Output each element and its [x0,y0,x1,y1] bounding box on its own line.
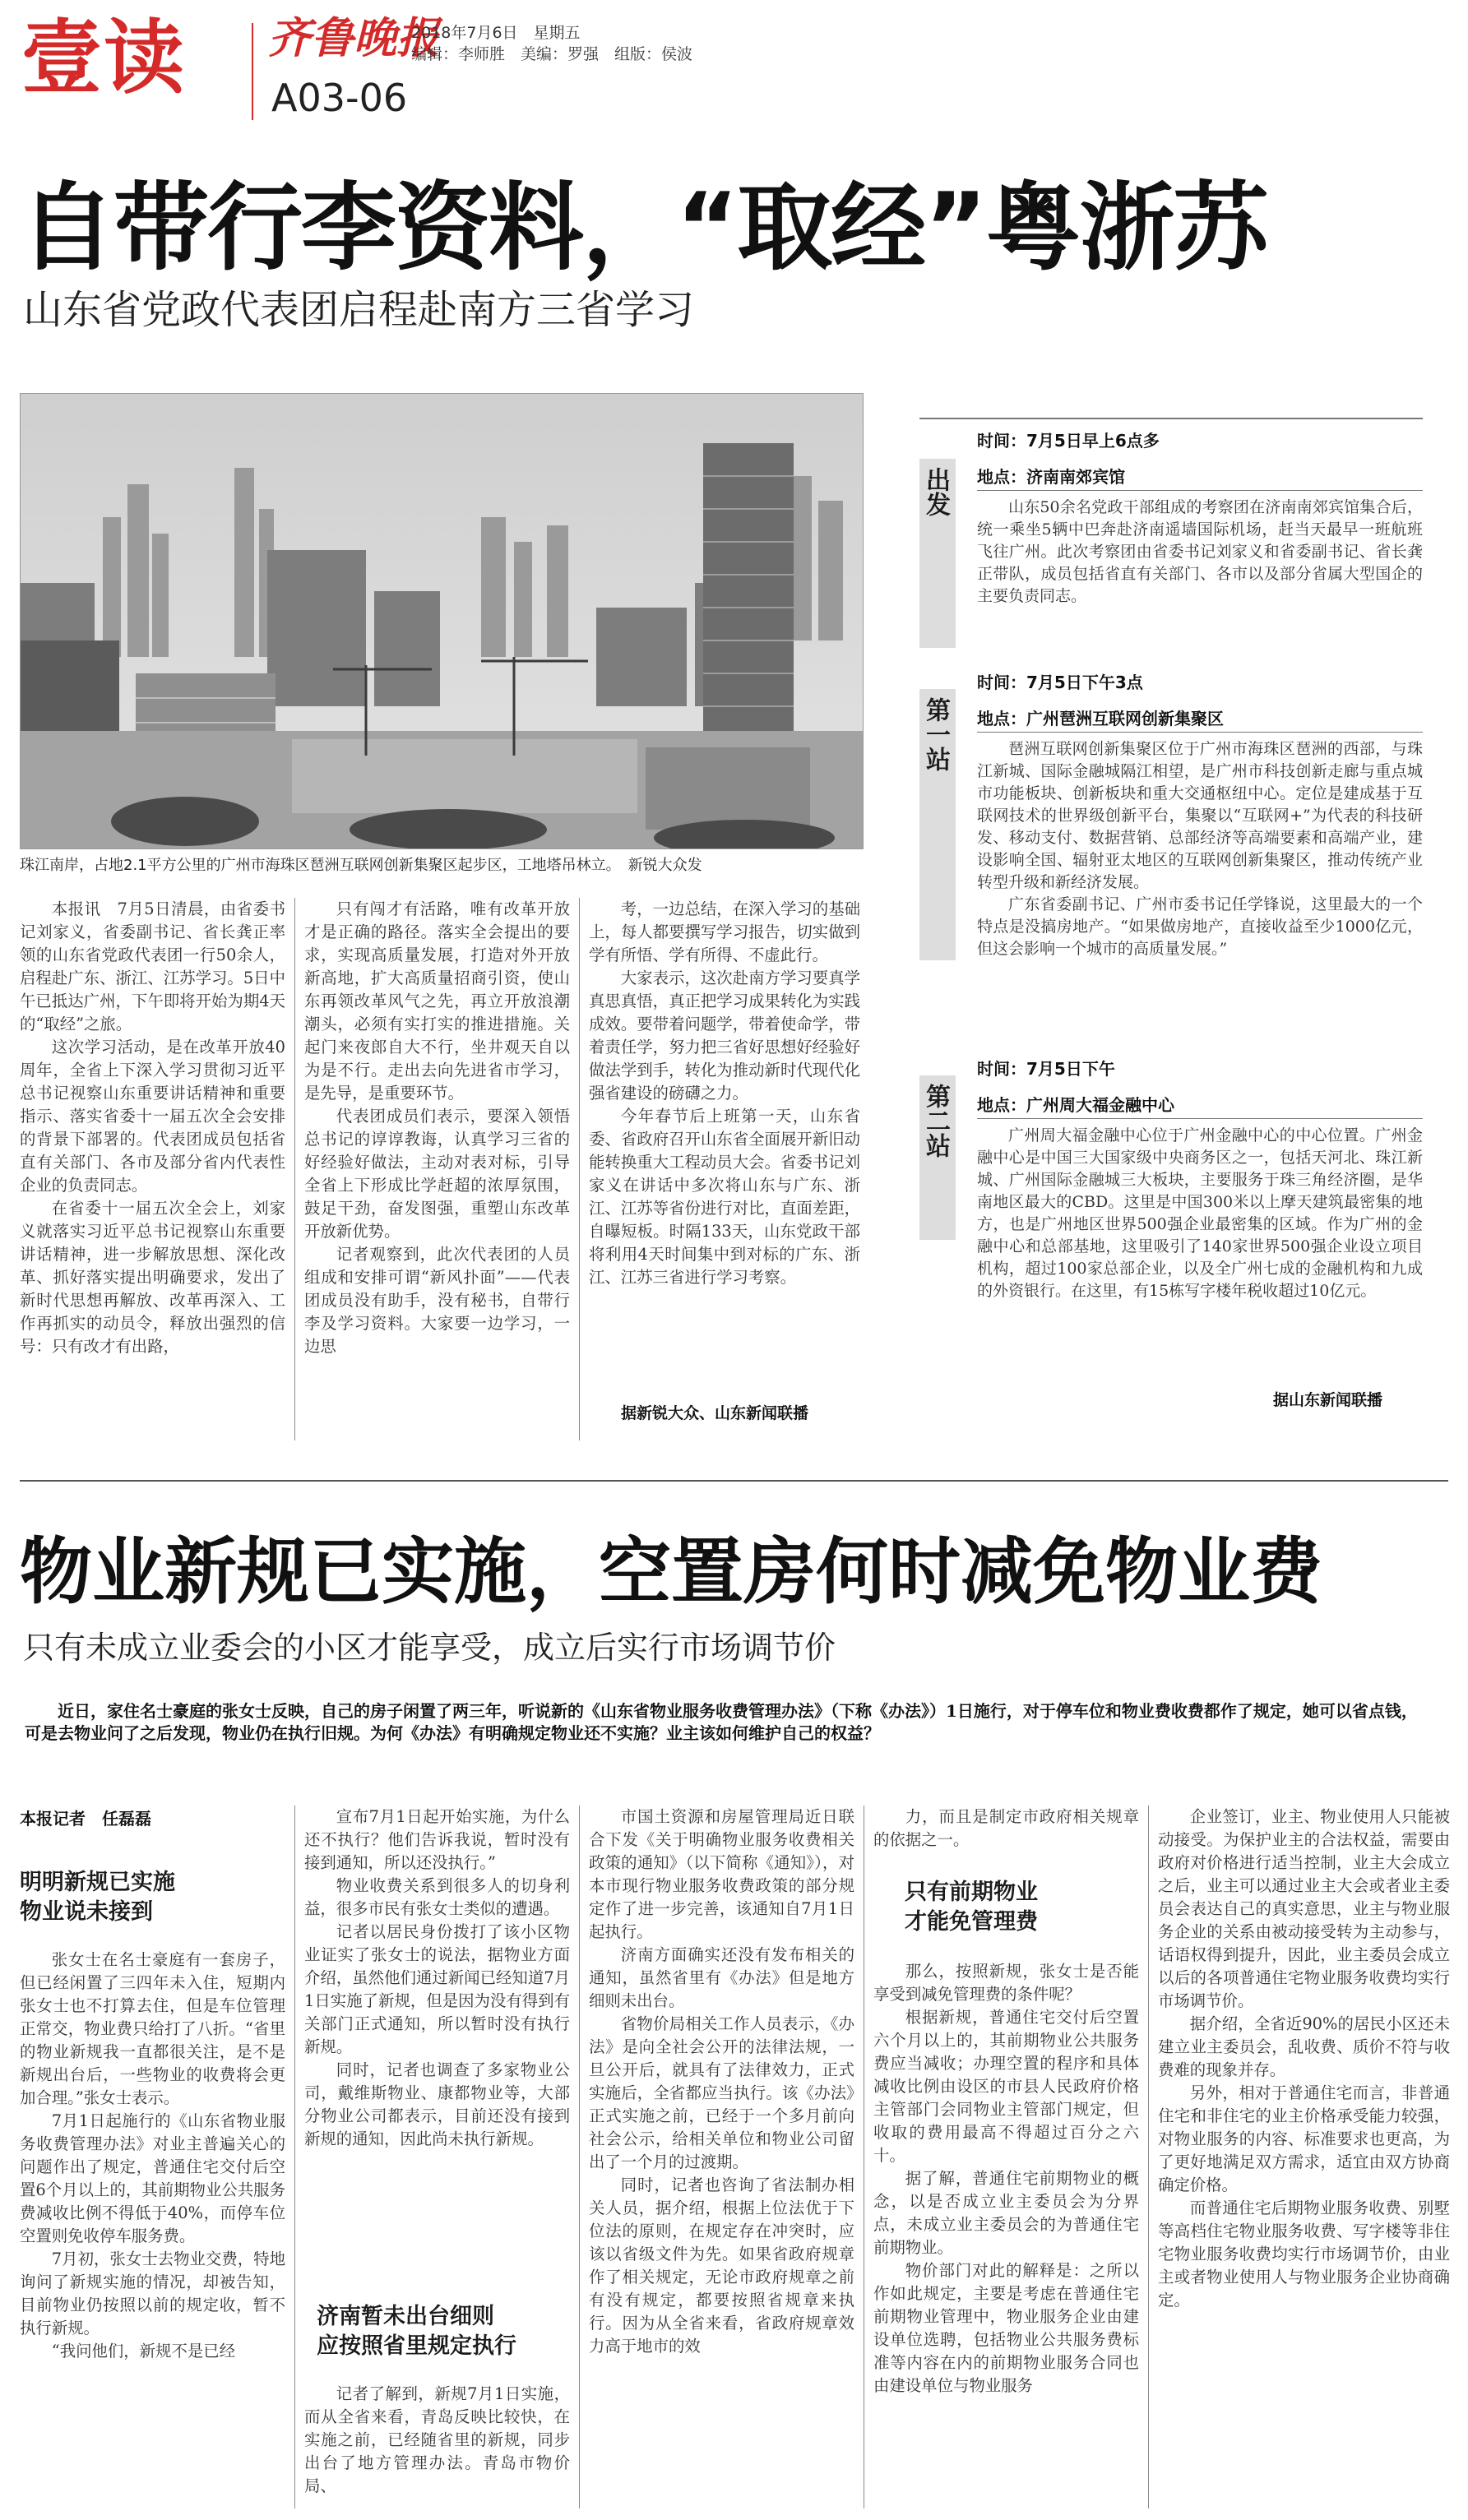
stop-label-second: 第二站 [919,1075,956,1240]
article1-paragraph: 今年春节后上班第一天，山东省委、省政府召开山东省全面展开新旧动能转换重大工程动员大会。省委书记刘家义在讲话中多次将山东与广东、浙江、江苏等省份进行对比，直面差距，自曝短板。时隔133天，山东党政干部将利用4天时间集中到对标的广东、浙江、江苏三省进行学习考察。 [589,1107,860,1287]
article2-byline: 本报记者 任磊磊 [20,1809,151,1829]
article2-column-5 [1158,1806,1450,2508]
article2-paragraph: 济南方面确实还没有发布相关的通知，虽然省里有《办法》但是地方细则未出台。 [589,1945,854,2010]
article1-source: 据新锐大众、山东新闻联播 [621,1404,809,1422]
article2-paragraph: “我问他们，新规不是已经 [51,2342,236,2360]
article2-column-4 [873,1806,1139,1855]
stop-paragraph: 广东省委副书记、广州市委书记任学锋说，这里最大的一个特点是没搞房地产。“如果做房地产，直接收益至少1000亿元，但这会影响一个城市的高质量发展。” [977,895,1423,958]
article1-paragraph: 大家表示，这次赴南方学习要真学真思真悟，真正把学习成果转化为实践成效。要带着问题学，带着使命学，带着责任学，努力把三省好思想好经验好做法学到手，转化为推动新时代现代化强省建设的磅礴之力。 [589,969,860,1103]
article1-paragraph: 本报讯 7月5日清晨，由省委书记刘家义，省委副书记、省长龚正率领的山东省党政代表团一行50余人，启程赴广东、浙江、江苏学习。5日中午已抵达广州，下午即将开始为期4天的“取经”之旅。 [20,899,285,1033]
page-number: A03-06 [271,76,408,120]
article2-column-4-continued [873,1960,1139,2509]
article2-paragraph: 宣布7月1日起开始实施，为什么还不执行？他们告诉我说，暂时没有接到通知，所以还没执行。” [304,1807,570,1872]
article2-paragraph: 企业签订，业主、物业使用人只能被动接受。为保护业主的合法权益，需要由政府对价格进行适当控制，业主大会成立之后，业主可以通过业主大会或者业主委员会表达自己的真实意思，业主与物业服务企业的关系由被动接受转为主动参与，话语权得到提升，因此，业主委员会成立以后的各项普通住宅物业服务收费均实行市场调节价。 [1158,1807,1450,2010]
stop-time: 时间：7月5日早上6点多 [977,431,1160,451]
article2-paragraph: 据了解，普通住宅前期物业的概念，以是否成立业主委员会为分界点，未成立业主委员会的为普通住宅前期物业。 [873,2169,1139,2257]
article1-headline: 自带行李资料，“取经”粤浙苏 [20,173,1267,284]
issue-date: 2018年7月6日 星期五 [411,24,581,42]
article2-paragraph: 记者了解到，新规7月1日实施，而从全省来看，青岛反映比较快，在实施之前，已经随省里的新规，同步出台了地方管理办法。青岛市物价局、 [304,2384,570,2495]
column-rule [1148,1806,1149,2508]
masthead-divider [252,23,253,120]
article1-paragraph: 代表团成员们表示，要深入领悟总书记的谆谆教诲，认真学习三省的好经验好做法，主动对表对标，引导全省上下形成比学赶超的浓厚氛围，鼓足干劲，奋发图强，重塑山东改革开放新优势。 [304,1107,570,1241]
article2-column-3 [589,1806,854,2508]
article2-paragraph: 据介绍，全省近90%的居民小区还未建立业主委员会，乱收费、质价不符与收费难的现象并存。 [1158,2014,1450,2079]
article1-column-2 [304,898,570,1431]
article1-column-1 [20,898,285,1431]
article2-paragraph: 而普通住宅后期物业服务收费、别墅等高档住宅物业服务收费、写字楼等非住宅物业服务收费均实行市场调节价，由业主或者物业使用人与物业服务企业协商确定。 [1158,2199,1450,2310]
stop-label-first: 第一站 [919,689,956,960]
section-title: 壹读 [21,12,187,105]
stop-time: 时间：7月5日下午3点 [977,673,1143,692]
article2-paragraph: 力，而且是制定市政府相关规章的依据之一。 [873,1807,1139,1849]
article1-subhead: 山东省党政代表团启程赴南方三省学习 [23,287,695,333]
article2-column-2 [304,1806,570,2289]
article2-paragraph: 同时，记者也调查了多家物业公司，戴维斯物业、康都物业等，大部分物业公司都表示，目前还没有接到新规的通知，因此尚未执行新规。 [304,2060,570,2148]
article2-paragraph: 物价部门对此的解释是：之所以作如此规定，主要是考虑在普通住宅前期物业管理中，物业服务企业由建设单位选聘，包括物业公共服务费标准等内容在内的前期物业服务合同也由建设单位与物业服务 [873,2261,1139,2395]
stop-place: 地点：广州琶洲互联网创新集聚区 [977,709,1224,728]
article2-paragraph: 张女士在名士豪庭有一套房子，但已经闲置了三四年未入住，短期内张女士也不打算去住，但是车位管理正常交，物业费只给打了八折。“省里的物业新规我一直都很关注，是不是新规出台后，一些物业的收费将会更加合理。”张女士表示。 [20,1950,285,2107]
stop-time: 时间：7月5日下午 [977,1059,1115,1079]
article1-paragraph: 记者观察到，此次代表团的人员组成和安排可谓“新风扑面”——代表团成员没有助手，没有秘书，自带行李及学习资料。大家要一边学习，一边思 [304,1245,570,1356]
article2-paragraph: 7月1日起施行的《山东省物业服务收费管理办法》对业主普遍关心的问题作出了规定，普通住宅交付后空置6个月以上的，其前期物业公共服务费减收比例不得低于40%，而停车位空置则免收停车服务费。 [20,2111,285,2245]
article2-column-1 [20,1949,285,2508]
article1-paragraph: 只有闯才有活路，唯有改革开放才是正确的路径。落实全会提出的要求，实现高质量发展，打造对外开放新高地，扩大高质量招商引资，使山东再领改革风气之先，再立开放浪潮潮头，必须有实打实的推进措施。关起门来夜郎自大不行，坐井观天自以为是不行。走出去向先进省市学习，是先导，是重要环节。 [304,899,570,1103]
sidebar-source: 据山东新闻联播 [1273,1391,1383,1409]
column-rule [579,898,580,1440]
stop-description [977,1125,1423,1392]
article1-paragraph: 考，一边总结，在深入学习的基础上，每人都要撰写学习报告，切实做到学有所悟、学有所得、不虚此行。 [589,899,860,964]
article1-photo [20,393,864,849]
article2-paragraph: 同时，记者也咨询了省法制办相关人员，据介绍，根据上位法优于下位法的原则，在规定存在冲突时，应该以省级文件为先。如果省政府规章作了相关规定，无论市政府规章之前有没有规定，都要按照省规章来执行。因为从全省来看，省政府规章效力高于地市的效 [589,2176,854,2356]
stop-paragraph: 琶洲互联网创新集聚区位于广州市海珠区琶洲的西部，与珠江新城、国际金融城隔江相望，是广州市科技创新走廊与重点城市功能板块、创新板块和重大交通枢纽中心。定位是建成基于互联网技术的世界级创新平台，集聚以“互联网+”为代表的科技研发、移动支付、数据营销、总部经济等高端要素和高端产业，建设影响全国、辐射亚太地区的互联网创新集聚区，推动传统产业转型升级和新经济发展。 [977,740,1423,891]
article2-paragraph: 根据新规，普通住宅交付后空置六个月以上的，其前期物业公共服务费应当减收；办理空置的程序和具体减收比例由设区的市县人民政府价格主管部门会同物业主管部门规定，但收取的费用最高不得超过百分之六十。 [873,2008,1139,2165]
stop-place-rule [977,490,1423,491]
section-heading: 明明新规已实施 物业说未接到 [20,1870,175,1925]
stop-description [977,738,1423,1051]
article2-lead: 近日，家住名士豪庭的张女士反映，自己的房子闲置了两三年，听说新的《山东省物业服务收费管理办法》（下称《办法》）1日施行，对于停车位和物业费收费都作了规定，她可以省点钱，可是去物业问了之后发现，物业仍在执行旧规。为何《办法》有明确规定物业还不实施？业主该如何维护自己的权益？ [25,1701,1418,1743]
article2-paragraph: 省物价局相关工作人员表示，《办法》是向全社会公开的法律法规，一旦公开后，就具有了法律效力，正式实施后，全省都应当执行。该《办法》正式实施之前，已经于一个多月前向社会公示，给相关单位和物业公司留出了一个月的过渡期。 [589,2014,854,2171]
stop-place-rule [977,1118,1423,1119]
stop-place-rule [977,732,1423,733]
article1-paragraph: 在省委十一届五次全会上，刘家义就落实习近平总书记视察山东重要讲话精神，进一步解放思想、深化改革、抓好落实提出明确要求，发出了新时代思想再解放、改革再深入、工作再抓实的动员令，释放出强烈的信号：只有改才有出路， [20,1199,285,1356]
article2-paragraph: 记者以居民身份拨打了该小区物业证实了张女士的说法，据物业方面介绍，虽然他们通过新闻已经知道7月1日实施了新规，但是因为没有得到有关部门正式通知，所以暂时没有执行新规。 [304,1922,570,2056]
sidebar-top-rule [919,418,1423,419]
column-rule [294,1806,295,2508]
article2-subhead: 只有未成立业委会的小区才能享受，成立后实行市场调节价 [23,1630,836,1666]
stop-label-depart: 出发 [919,459,956,648]
article1-paragraph: 这次学习活动，是在改革开放40周年，全省上下深入学习贯彻习近平总书记视察山东重要讲话精神和重要指示、落实省委十一届五次全会安排的背景下部署的。代表团成员包括省直有关部门、各市及部分省内代表性企业的负责同志。 [20,1038,285,1195]
article2-paragraph: 那么，按照新规，张女士是否能享受到减免管理费的条件呢？ [873,1962,1139,2004]
article2-paragraph: 另外，相对于普通住宅而言，非普通住宅和非住宅的业主价格承受能力较强，对物业服务的内容、标准要求也更高，为了更好地满足双方需求，适宜由双方协商确定价格。 [1158,2083,1450,2194]
itinerary-sidebar [919,418,1454,1462]
article2-paragraph: 物业收费关系到很多人的切身利益，很多市民有张女士类似的遭遇。 [304,1876,570,1918]
city-skyline-image [21,394,864,849]
section-heading: 只有前期物业 才能免管理费 [905,1880,1038,1935]
column-rule [579,1806,580,2508]
article2-paragraph: 市国土资源和房屋管理局近日联合下发《关于明确物业服务收费相关政策的通知》（以下简称《通知》），对本市现行物业服务收费政策的部分规定作了进一步完善，该通知自7月1日起执行。 [589,1807,854,1941]
staff-credits: 编辑：李师胜 美编：罗强 组版：侯波 [411,45,693,63]
article2-paragraph: 7月初，张女士去物业交费，特地询问了新规实施的情况，却被告知，目前物业仍按照以前的规定收，暂不执行新规。 [20,2250,285,2337]
article2-column-2-continued [304,2383,570,2506]
stop-place: 地点：济南南郊宾馆 [977,467,1125,487]
stop-place: 地点：广州周大福金融中心 [977,1095,1174,1115]
article1-column-3 [589,898,860,1395]
photo-caption: 珠江南岸，占地2.1平方公里的广州市海珠区琶洲互联网创新集聚区起步区，工地塔吊林立。 新锐大众发 [20,857,702,874]
stop-paragraph: 山东50余名党政干部组成的考察团在济南南郊宾馆集合后，统一乘坐5辆中巴奔赴济南遥墙国际机场，赶当天最早一班航班飞往广州。此次考察团由省委书记刘家义和省委副书记、省长龚正带队，成员包括省直有关部门、各市以及部分省属大型国企的主要负责同志。 [977,498,1423,605]
column-rule [294,898,295,1440]
paper-name-logo: 齐鲁晚报 [268,13,440,63]
section-heading: 济南暂未出台细则 应按照省里规定执行 [317,2304,516,2359]
stop-paragraph: 广州周大福金融中心位于广州金融中心的中心位置。广州金融中心是中国三大国家级中央商务区之一，包括天河北、珠江新城、广州国际金融城三大板块，主要服务于珠三角经济圈，是华南地区最大的CBD。这里是中国300米以上摩天建筑最密集的地方，也是广州地区世界500强企业最密集的区域。作为广州的金融中心和总部基地，这里吸引了140家世界500强企业设立项目机构，超过100家总部企业，以及全广州七成的金融机构和九成的外资银行。在这里，有15栋写字楼年税收超过10亿元。 [977,1126,1423,1300]
article2-headline: 物业新规已实施，空置房何时减免物业费 [20,1529,1323,1614]
article-divider [20,1480,1448,1482]
